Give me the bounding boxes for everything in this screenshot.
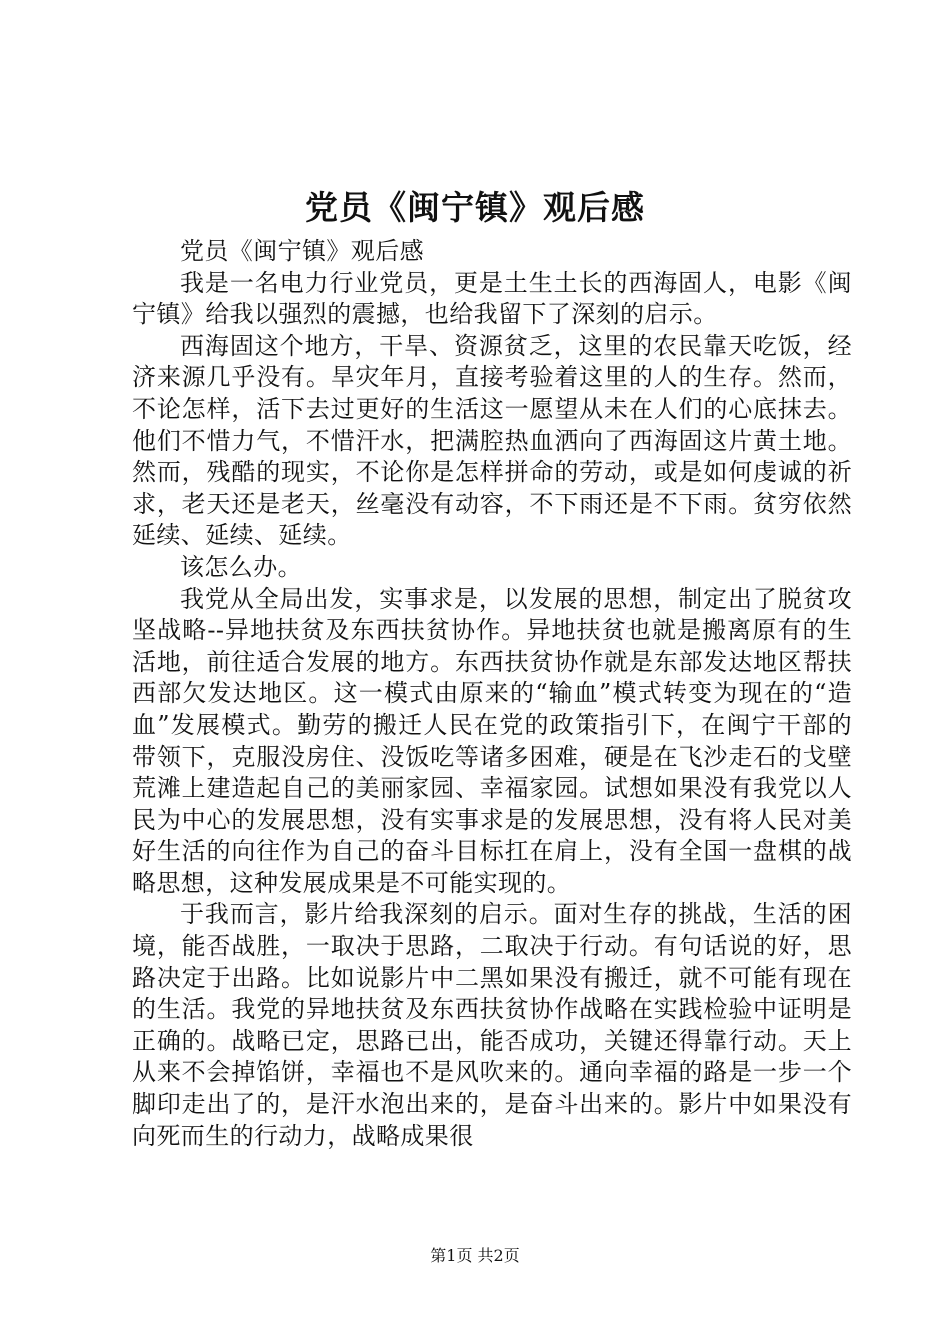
- page-number-footer: 第1页 共2页: [430, 1246, 520, 1265]
- document-title: 党员《闽宁镇》观后感: [305, 188, 645, 227]
- paragraph-reflection: 于我而言，影片给我深刻的启示。面对生存的挑战，生活的困境，能否战胜，一取决于思路，二取决于行动。有句话说的好，思路决定于出路。比如说影片中二黑如果没有搬迁，就不可能有现在的生活。我党的异地扶贫及东西扶贫协作战略在实践检验中证明是正确的。战略已定，思路已出，能否成功，关键还得靠行动。天上从来不会掉馅饼，幸福也不是风吹来的。通向幸福的路是一步一个脚印走出了的，是汗水泡出来的，是奋斗出来的。影片中如果没有向死而生的行动力，战略成果很: [132, 900, 852, 1150]
- document-body: [132, 236, 852, 1152]
- paragraph-strategy: 我党从全局出发，实事求是，以发展的思想，制定出了脱贫攻坚战略--异地扶贫及东西扶贫协作。异地扶贫也就是搬离原有的生活地，前往适合发展的地方。东西扶贫协作就是东部发达地区帮扶西部欠发达地区。这一模式由原来的“输血”模式转变为现在的“造血”发展模式。勤劳的搬迁人民在党的政策指引下，在闽宁干部的带领下，克服没房住、没饭吃等诸多困难，硬是在飞沙走石的戈壁荒滩上建造起自己的美丽家园、幸福家园。试想如果没有我党以人民为中心的发展思想，没有实事求是的发展思想，没有将人民对美好生活的向往作为自己的奋斗目标扛在肩上，没有全国一盘棋的战略思想，这种发展成果是不可能实现的。: [132, 584, 852, 897]
- paragraph-intro: 我是一名电力行业党员，更是土生土长的西海固人，电影《闽宁镇》给我以强烈的震撼，也给我留下了深刻的启示。: [132, 268, 852, 329]
- paragraph-subtitle: 党员《闽宁镇》观后感: [180, 237, 424, 265]
- paragraph-xihaigu: 西海固这个地方，干旱、资源贫乏，这里的农民靠天吃饭，经济来源几乎没有。旱灾年月，直接考验着这里的人的生存。然而，不论怎样，活下去过更好的生活这一愿望从未在人们的心底抹去。他们不惜力气，不惜汗水，把满腔热血洒向了西海固这片黄土地。然而，残酷的现实，不论你是怎样拼命的劳动，或是如何虔诚的祈求，老天还是老天，丝毫没有动容，不下雨还是不下雨。贫穷依然延续、延续、延续。: [132, 331, 852, 550]
- paragraph-question: 该怎么办。: [180, 552, 302, 581]
